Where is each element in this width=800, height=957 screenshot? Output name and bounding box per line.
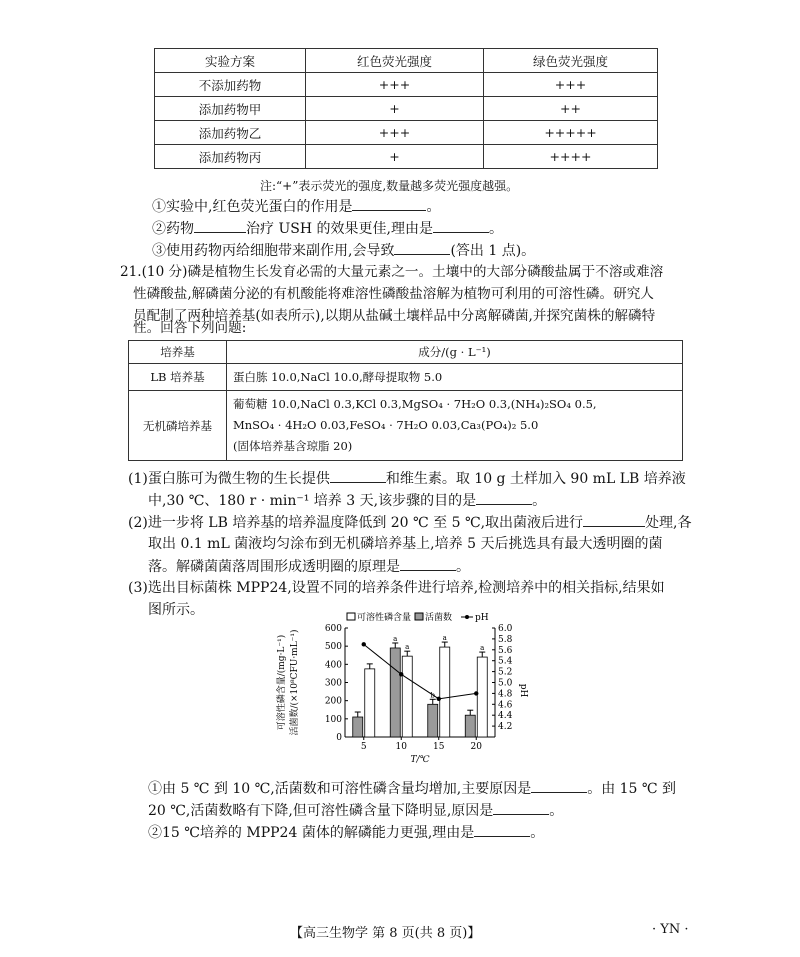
answer-blank[interactable] xyxy=(330,468,386,483)
table-cell: 添加药物甲 xyxy=(155,97,306,121)
q21-intro-line: 员配制了两种培养基(如表所示),以期从盐碱土壤样品中分离解磷菌,并探究菌株的解磷特 xyxy=(133,308,656,324)
answer-blank[interactable] xyxy=(394,240,450,255)
q20-s2a-text: ②药物 xyxy=(152,221,194,237)
table-cell: 添加药物丙 xyxy=(155,145,306,169)
q21-part3-line1: (3)选出目标菌株 MPP24,设置不同的培养条件进行培养,检测培养中的相关指标,结果如 xyxy=(128,580,665,596)
answer-blank[interactable] xyxy=(194,218,246,233)
q20-s1-end: 。 xyxy=(426,199,441,215)
table-cell: + xyxy=(306,145,484,169)
y-tick-label: 400 xyxy=(324,660,342,671)
page-footer: 【高三生物学 第 8 页(共 8 页)】 xyxy=(290,926,481,941)
table-header-cell: 成分/(g · L⁻¹) xyxy=(227,341,683,364)
q21-intro-line: 性。回答下列问题: xyxy=(133,320,247,336)
table-cell: +++++ xyxy=(484,121,658,145)
bar-soluble-p xyxy=(440,647,450,737)
q21-part2-line2: 取出 0.1 mL 菌液均匀涂布到无机磷培养基上,培养 5 天后挑选具有最大透明圈的菌 xyxy=(148,536,663,552)
q21-intro-line: 21.(10 分)磷是植物生长发育必需的大量元素之一。土壤中的大部分磷酸盐属于不溶或难溶 xyxy=(120,264,664,280)
answer-blank[interactable] xyxy=(583,512,645,527)
q20-item-1 xyxy=(152,196,440,217)
legend-swatch xyxy=(415,613,423,620)
q21-intro-line: 性磷酸盐,解磷菌分泌的有机酸能将难溶性磷酸盐溶解为植物可利用的可溶性磷。研究人 xyxy=(133,286,654,302)
y-tick-label: 300 xyxy=(324,678,342,689)
y2-tick-label: 4.2 xyxy=(498,722,513,733)
table-row xyxy=(155,73,658,97)
q21-p3q2b: 。 xyxy=(530,825,545,841)
q21-p1d: 。 xyxy=(532,493,547,509)
footer-tag: · YN · xyxy=(652,922,689,937)
x-tick-label: 20 xyxy=(470,742,482,752)
x-tick-label: 15 xyxy=(433,742,445,752)
y-tick-label: 0 xyxy=(336,733,342,743)
q21-p3q1c: 20 ℃,活菌数略有下降,但可溶性磷含量下降明显,原因是 xyxy=(148,803,494,819)
y2-tick-label: 4.8 xyxy=(498,689,513,700)
table-cell: 蛋白胨 10.0,NaCl 10.0,酵母提取物 5.0 xyxy=(227,364,683,391)
q21-p3q2a: ②15 ℃培养的 MPP24 菌体的解磷能力更强,理由是 xyxy=(148,825,475,841)
q21-part1-line1 xyxy=(128,468,686,489)
ph-point xyxy=(437,697,441,701)
q20-s3b-text: (答出 1 点)。 xyxy=(450,243,536,259)
q21-p2d: 落。解磷菌菌落周围形成透明圈的原理是 xyxy=(148,559,400,575)
q21-part1-line2 xyxy=(148,490,546,511)
bar-label: a xyxy=(393,634,398,643)
q21-p3q1d: 。 xyxy=(549,803,564,819)
answer-blank[interactable] xyxy=(400,556,456,571)
y-tick-label: 100 xyxy=(324,714,342,725)
table-header-cell: 绿色荧光强度 xyxy=(484,49,658,73)
bar-label: a xyxy=(405,643,410,652)
q21-p3q1b: 。由 15 ℃ 到 xyxy=(587,781,677,797)
table-cell xyxy=(227,391,683,461)
table-cell-line: MnSO₄ · 4H₂O 0.03,FeSO₄ · 7H₂O 0.03,Ca₃(PO₄)₂ 5.0 xyxy=(233,418,539,432)
y-tick-label: 600 xyxy=(324,624,342,634)
answer-blank[interactable] xyxy=(493,800,549,815)
y2-tick-label: 4.4 xyxy=(498,711,513,722)
table-cell: 不添加药物 xyxy=(155,73,306,97)
y2-tick-label: 5.4 xyxy=(498,656,513,667)
y2-tick-label: 5.6 xyxy=(498,645,513,656)
q21-p1b: 和维生素。取 10 g 土样加入 90 mL LB 培养液 xyxy=(385,471,686,487)
q21-part2-line1 xyxy=(128,512,692,533)
table-row xyxy=(129,364,683,391)
q20-item-2 xyxy=(152,218,503,239)
q21-p1c: 中,30 ℃、180 r · min⁻¹ 培养 3 天,该步骤的目的是 xyxy=(148,493,477,509)
y-axis-label: 可溶性磷含量/(mg·L⁻¹) xyxy=(277,634,287,731)
table-cell: ++++ xyxy=(484,145,658,169)
legend-label: 活菌数 xyxy=(425,613,453,623)
q21-p2b: 处理,各 xyxy=(645,515,692,531)
y-tick-label: 200 xyxy=(324,696,342,707)
table-header-cell: 红色荧光强度 xyxy=(306,49,484,73)
q21-part3-q1-line1 xyxy=(148,778,676,799)
temperature-chart xyxy=(270,610,550,770)
table-cell: + xyxy=(306,97,484,121)
y2-tick-label: 4.6 xyxy=(498,700,513,711)
fluorescence-table xyxy=(154,48,658,169)
legend-marker xyxy=(465,615,469,619)
q21-p2a: (2)进一步将 LB 培养基的培养温度降低到 20 ℃ 至 5 ℃,取出菌液后进行 xyxy=(128,515,584,531)
x-tick-label: 5 xyxy=(360,742,367,752)
y2-tick-label: 5.2 xyxy=(498,667,513,678)
q21-p1a: (1)蛋白胨可为微生物的生长提供 xyxy=(128,471,330,487)
q21-part2-line3 xyxy=(148,556,470,577)
ph-line xyxy=(364,644,477,699)
legend-swatch xyxy=(347,613,355,620)
table-header-row xyxy=(129,341,683,364)
x-axis-label: T/℃ xyxy=(410,755,430,765)
bar-label: b xyxy=(430,691,435,700)
answer-blank[interactable] xyxy=(433,218,489,233)
y2-tick-label: 5.0 xyxy=(498,678,513,689)
bar-viable-count xyxy=(465,715,475,737)
medium-table xyxy=(128,340,683,461)
y-axis-label: 活菌数/(×10⁸CFU·mL⁻¹) xyxy=(290,629,300,736)
table-row xyxy=(155,121,658,145)
table-header-cell: 培养基 xyxy=(129,341,227,364)
table-cell-line: (固体培养基含琼脂 20) xyxy=(233,439,353,453)
answer-blank[interactable] xyxy=(352,196,426,211)
bar-soluble-p xyxy=(365,669,375,737)
ph-point xyxy=(362,642,366,646)
q20-item-3 xyxy=(152,240,535,261)
y-tick-label: 500 xyxy=(324,642,342,653)
table-note: 注:“+”表示荧光的强度,数量越多荧光强度越强。 xyxy=(260,179,519,193)
ph-point xyxy=(399,672,403,676)
bar-viable-count xyxy=(353,717,363,737)
y2-tick-label: 6.0 xyxy=(498,624,513,634)
q20-s2-end: 。 xyxy=(488,221,503,237)
table-cell: +++ xyxy=(484,73,658,97)
bar-soluble-p xyxy=(477,657,487,737)
table-cell: 无机磷培养基 xyxy=(129,391,227,461)
q20-s3a-text: ③使用药物丙给细胞带来副作用,会导致 xyxy=(152,243,395,259)
table-row xyxy=(155,97,658,121)
q21-part3-line2: 图所示。 xyxy=(148,602,204,618)
table-cell: ++ xyxy=(484,97,658,121)
y2-tick-label: 5.8 xyxy=(498,634,513,645)
q20-s2b-text: 治疗 USH 的效果更佳,理由是 xyxy=(246,221,433,237)
answer-blank[interactable] xyxy=(474,822,530,837)
q21-part3-q1-line2 xyxy=(148,800,563,821)
q21-part3-q2 xyxy=(148,822,544,843)
ph-point xyxy=(474,691,478,695)
q21-p3q1a: ①由 5 ℃ 到 10 ℃,活菌数和可溶性磷含量均增加,主要原因是 xyxy=(148,781,532,797)
table-header-row xyxy=(155,49,658,73)
table-row xyxy=(155,145,658,169)
answer-blank[interactable] xyxy=(476,490,532,505)
table-cell: +++ xyxy=(306,73,484,97)
table-cell: LB 培养基 xyxy=(129,364,227,391)
table-header-cell: 实验方案 xyxy=(155,49,306,73)
legend-label: pH xyxy=(475,613,489,623)
table-row xyxy=(129,391,683,461)
bar-label: a xyxy=(442,634,447,643)
y2-axis-label: pH xyxy=(518,683,528,698)
table-cell-line: 葡萄糖 10.0,NaCl 0.3,KCl 0.3,MgSO₄ · 7H₂O 0.3,(NH₄)₂SO₄ 0.5, xyxy=(233,397,597,411)
table-cell: +++ xyxy=(306,121,484,145)
answer-blank[interactable] xyxy=(531,778,587,793)
bar-soluble-p xyxy=(402,656,412,737)
table-cell: 添加药物乙 xyxy=(155,121,306,145)
bar-viable-count xyxy=(428,704,438,737)
q21-p2e: 。 xyxy=(456,559,470,575)
x-tick-label: 10 xyxy=(395,742,407,752)
bar-viable-count xyxy=(390,648,400,737)
q20-s1-text: ①实验中,红色荧光蛋白的作用是 xyxy=(152,199,353,215)
legend-label: 可溶性磷含量 xyxy=(357,613,412,623)
bar-label: a xyxy=(480,644,485,653)
